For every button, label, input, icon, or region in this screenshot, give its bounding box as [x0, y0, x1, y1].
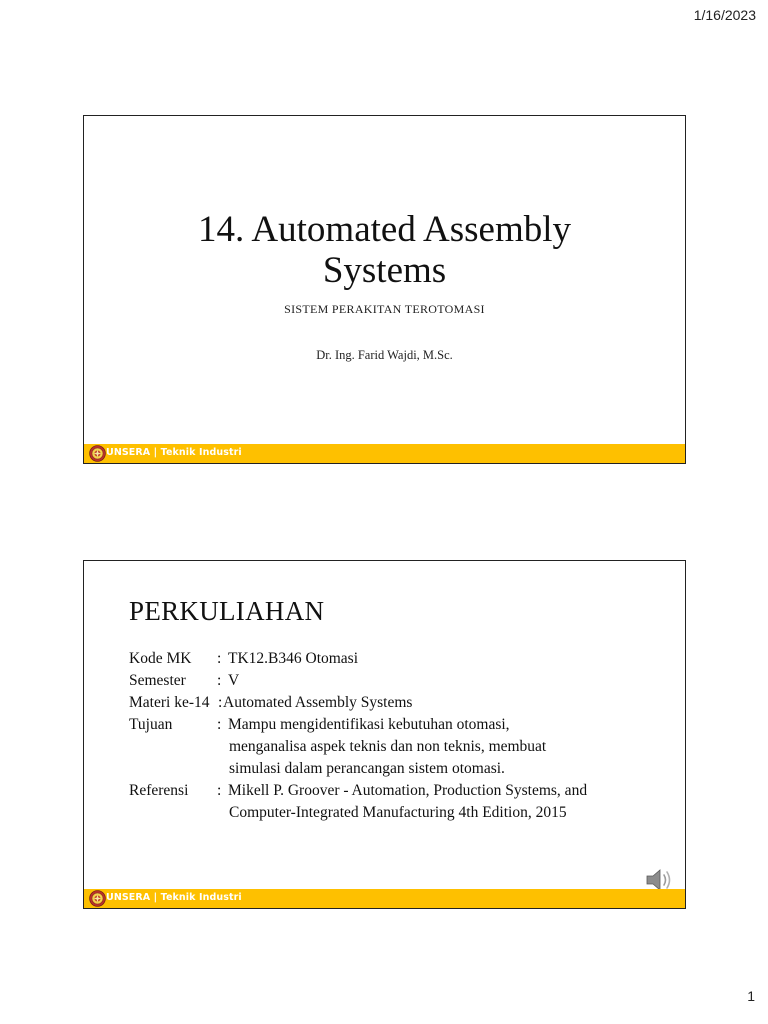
- footer-text: UNSERA | Teknik Industri: [106, 892, 242, 903]
- info-row-materi: [129, 692, 669, 714]
- info-value: TK12.B346 Otomasi: [228, 650, 359, 667]
- info-colon: :: [217, 716, 222, 733]
- info-label: Semester: [129, 672, 186, 689]
- info-value: menganalisa aspek teknis dan non teknis, membuat: [229, 738, 547, 755]
- info-label: Kode MK: [129, 650, 192, 667]
- slide-author: Dr. Ing. Farid Wajdi, M.Sc.: [316, 348, 453, 362]
- info-row-kode-mk: [129, 648, 669, 670]
- slide-2: [83, 560, 686, 909]
- info-value: V: [228, 672, 240, 689]
- university-logo-icon: [89, 445, 106, 462]
- info-row-semester: [129, 670, 669, 692]
- slide-footer-bar: [84, 889, 685, 908]
- page-date: 1/16/2023: [693, 7, 756, 23]
- info-label: Materi ke-14: [129, 694, 210, 711]
- footer-text: UNSERA | Teknik Industri: [106, 447, 242, 458]
- info-row-referensi: [129, 780, 669, 802]
- info-colon: :: [217, 672, 222, 689]
- slide-footer-bar: [84, 444, 685, 463]
- info-value: Mampu mengidentifikasi kebutuhan otomasi,: [228, 716, 510, 733]
- university-logo-icon: [89, 890, 106, 907]
- page-number: 1: [747, 988, 755, 1004]
- info-value: Computer-Integrated Manufacturing 4th Edition, 2015: [229, 804, 567, 821]
- slide-heading: PERKULIAHAN: [129, 596, 325, 626]
- info-colon: :: [218, 694, 223, 711]
- slide-title-line-2: Systems: [322, 250, 447, 291]
- info-row-continuation: [129, 736, 669, 758]
- info-value: simulasi dalam perancangan sistem otomasi.: [229, 760, 505, 777]
- info-colon: :: [217, 650, 222, 667]
- info-row-tujuan: [129, 714, 669, 736]
- slide-title: [84, 209, 685, 291]
- info-label: Referensi: [129, 782, 189, 799]
- info-label: Tujuan: [129, 716, 173, 733]
- info-value: Automated Assembly Systems: [223, 694, 413, 711]
- info-row-continuation: [129, 802, 669, 824]
- slide-subtitle: SISTEM PERAKITAN TEROTOMASI: [284, 302, 485, 316]
- info-colon: :: [217, 782, 222, 799]
- slide-title-line-1: 14. Automated Assembly: [197, 209, 572, 250]
- course-info-list: [129, 648, 669, 824]
- info-value: Mikell P. Groover - Automation, Production Systems, and: [228, 782, 588, 799]
- slide-1: [83, 115, 686, 464]
- info-row-continuation: [129, 758, 669, 780]
